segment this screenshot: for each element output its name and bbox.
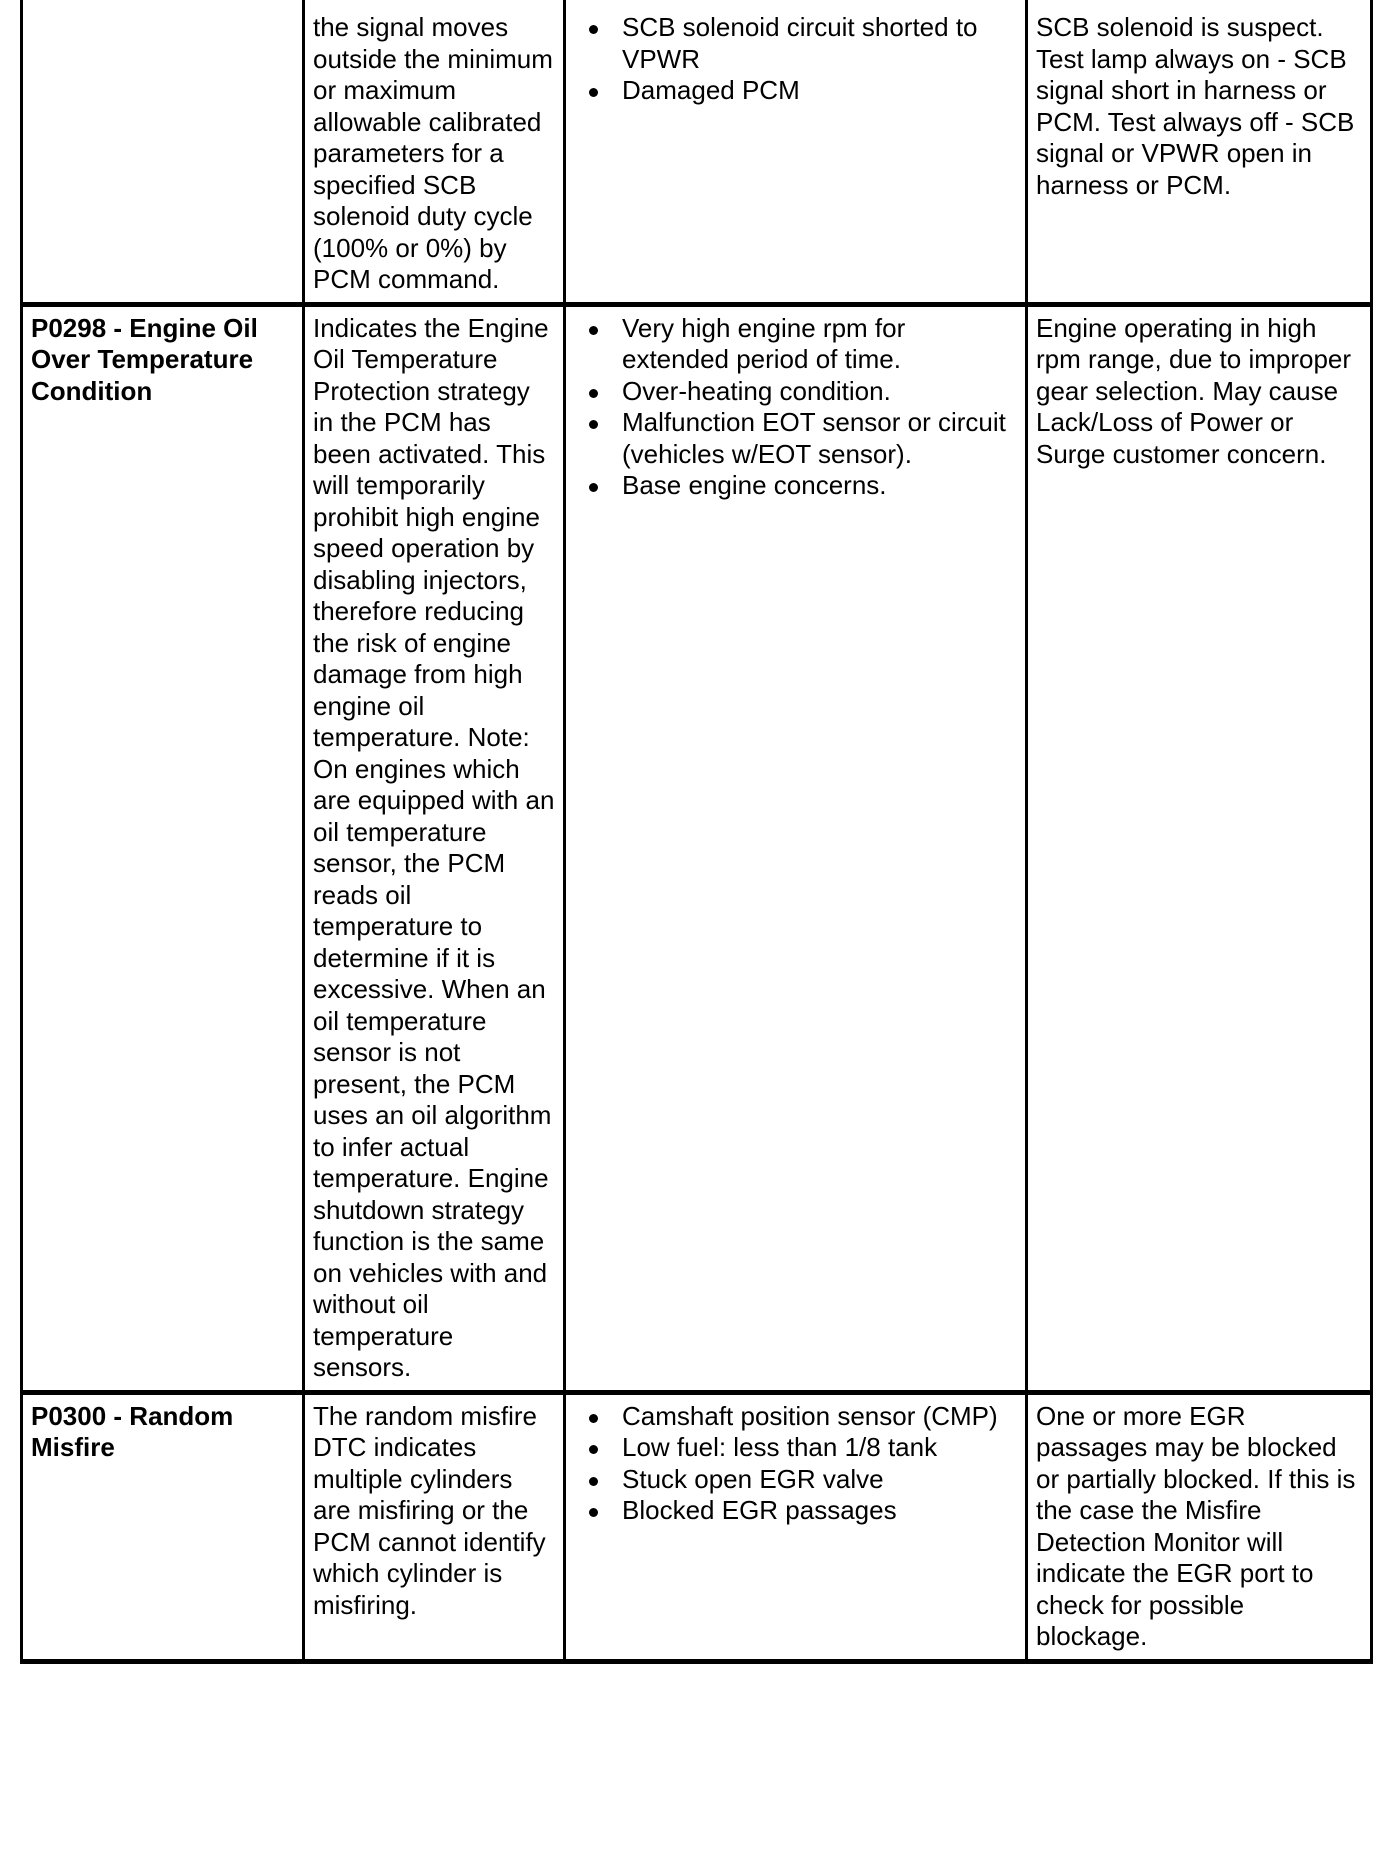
cause-item: Over-heating condition. xyxy=(622,376,1017,408)
possible-causes-cell xyxy=(565,304,1027,1392)
cause-item: Blocked EGR passages xyxy=(622,1495,1017,1527)
possible-causes-cell xyxy=(565,1392,1027,1661)
cause-item: Stuck open EGR valve xyxy=(622,1464,1017,1496)
dtc-code-cell: P0298 - Engine Oil Over Temperature Condition xyxy=(22,304,304,1392)
cause-item: SCB solenoid circuit shorted to VPWR xyxy=(622,12,1017,75)
table-row xyxy=(22,1392,1372,1661)
diagnostic-aids-cell: SCB solenoid is suspect. Test lamp always on - SCB signal short in harness or PCM. Test always off - SCB signal or VPWR open in harness or PCM. xyxy=(1027,0,1372,304)
possible-causes-cell xyxy=(565,0,1027,304)
diagnostic-aids-cell: One or more EGR passages may be blocked or partially blocked. If this is the case the Misfire Detection Monitor will indicate the EGR port to check for possible blockage. xyxy=(1027,1392,1372,1661)
dtc-description-cell: Indicates the Engine Oil Temperature Protection strategy in the PCM has been activated. This will temporarily prohibit high engine speed operation by disabling injectors, therefore reducing the risk of engine damage from high engine oil temperature. Note: On engines which are equipped with an oil temperature sensor, the PCM reads oil temperature to determine if it is excessive. When an oil temperature sensor is not present, the PCM uses an oil algorithm to infer actual temperature. Engine shutdown strategy function is the same on vehicles with and without oil temperature sensors. xyxy=(304,304,565,1392)
possible-causes-list xyxy=(574,1401,1017,1527)
dtc-code-cell xyxy=(22,0,304,304)
cause-item: Base engine concerns. xyxy=(622,470,1017,502)
cause-item: Camshaft position sensor (CMP) xyxy=(622,1401,1017,1433)
possible-causes-list xyxy=(574,12,1017,107)
cause-item: Malfunction EOT sensor or circuit (vehicles w/EOT sensor). xyxy=(622,407,1017,470)
cause-item: Low fuel: less than 1/8 tank xyxy=(622,1432,1017,1464)
diagnostic-aids-cell: Engine operating in high rpm range, due to improper gear selection. May cause Lack/Loss of Power or Surge customer concern. xyxy=(1027,304,1372,1392)
possible-causes-list xyxy=(574,313,1017,502)
dtc-description-cell: The random misfire DTC indicates multiple cylinders are misfiring or the PCM cannot identify which cylinder is misfiring. xyxy=(304,1392,565,1661)
table-row xyxy=(22,304,1372,1392)
dtc-code-cell: P0300 - Random Misfire xyxy=(22,1392,304,1661)
dtc-description-cell: the signal moves outside the minimum or maximum allowable calibrated parameters for a specified SCB solenoid duty cycle (100% or 0%) by PCM command. xyxy=(304,0,565,304)
table-row xyxy=(22,0,1372,304)
cause-item: Very high engine rpm for extended period of time. xyxy=(622,313,1017,376)
dtc-table xyxy=(20,0,1373,1664)
cause-item: Damaged PCM xyxy=(622,75,1017,107)
